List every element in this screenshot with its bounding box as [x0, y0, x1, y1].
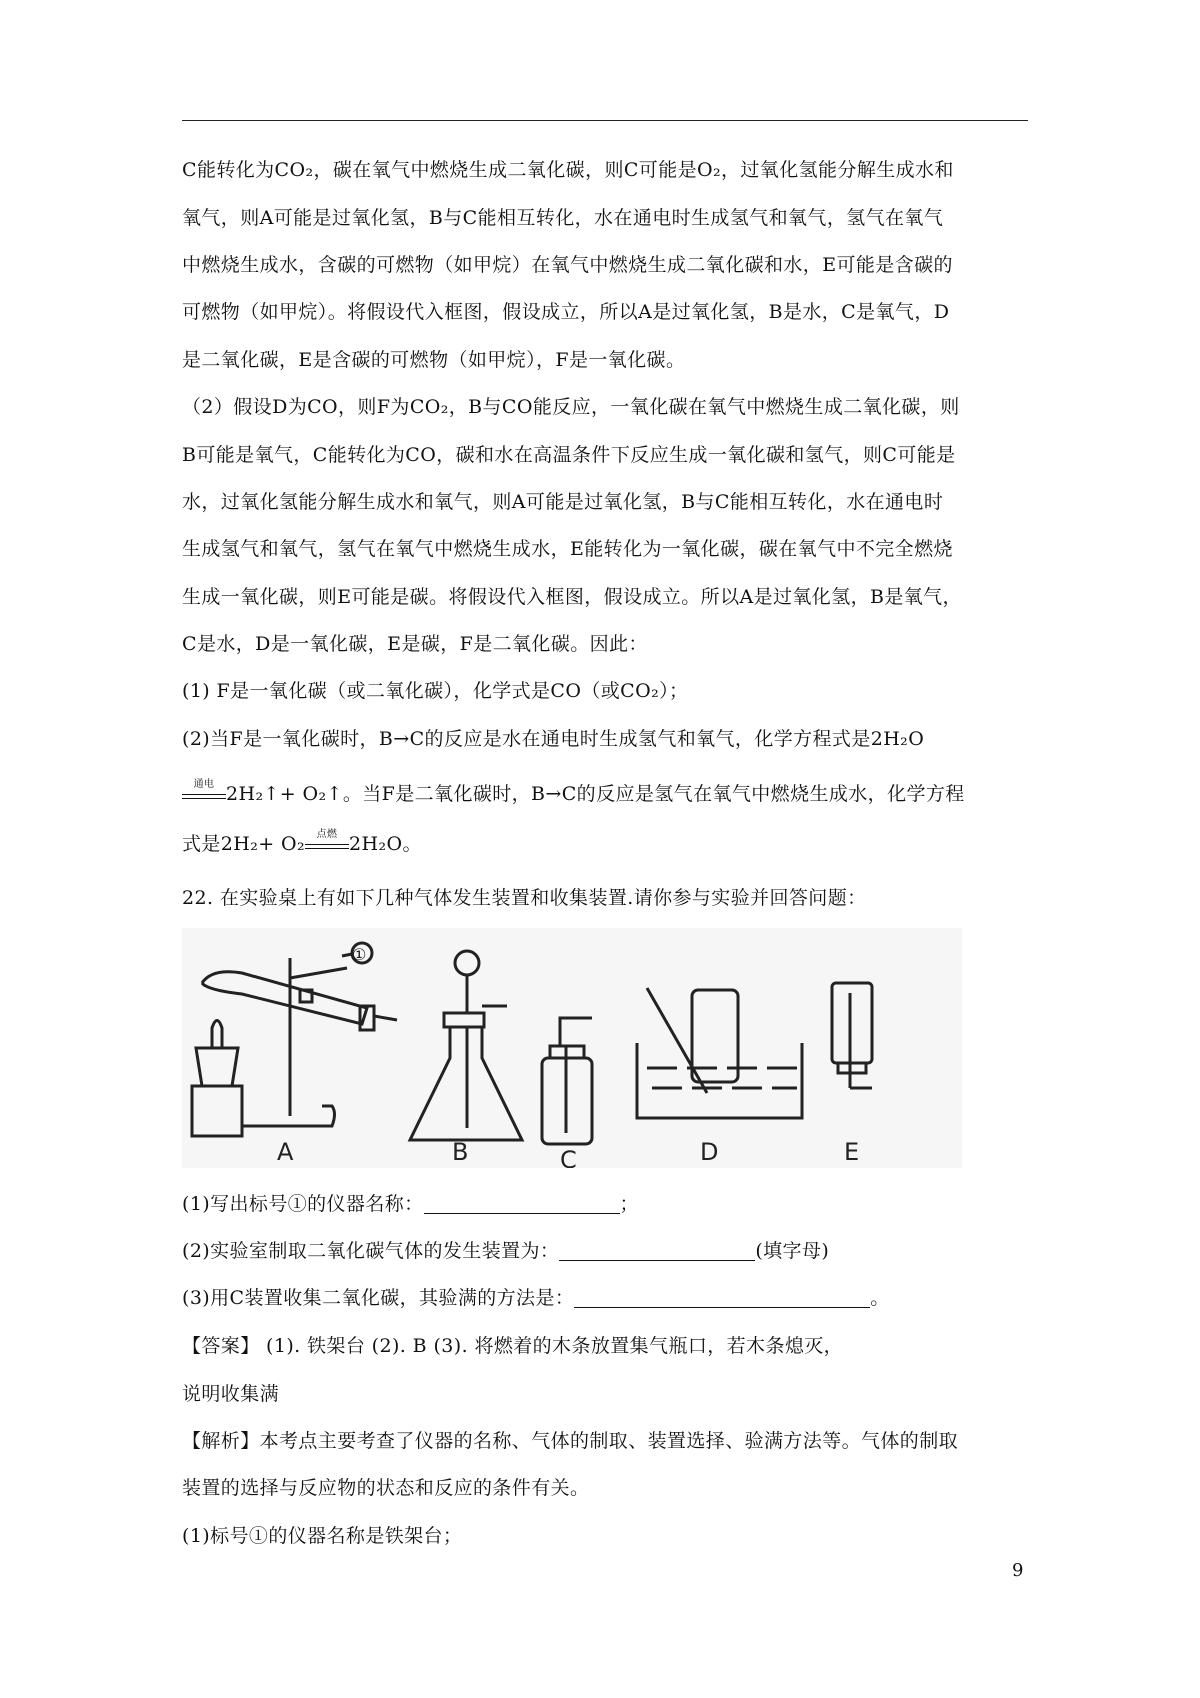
text-line: （2）假设D为CO，则F为CO₂，B与CO能反应，一氧化碳在氧气中燃烧生成二氧化碳，则 — [182, 396, 960, 418]
equation-line-2 — [182, 830, 422, 858]
answer-line: 【答案】 (1). 铁架台 (2). B (3). 将燃着的木条放置集气瓶口，若木条熄灭， — [182, 1335, 844, 1357]
analysis-line: 装置的选择与反应物的状态和反应的条件有关。 — [182, 1477, 590, 1499]
apparatus-figure — [182, 928, 962, 1168]
answer-line: 说明收集满 — [182, 1383, 280, 1405]
text-line: C能转化为CO₂，碳在氧气中燃烧生成二氧化碳，则C可能是O₂，过氧化氢能分解生成水和 — [182, 159, 954, 181]
equation-arrow — [182, 779, 226, 804]
figure-label-d: D — [700, 1138, 719, 1166]
text-line: 水，过氧化氢能分解生成水和氧气，则A可能是过氧化氢，B与C能相互转化，水在通电时 — [182, 491, 944, 513]
text-line: (2)当F是一氧化碳时，B→C的反应是水在通电时生成氢气和氧气，化学方程式是2H₂O — [182, 728, 925, 750]
equation-line-1 — [182, 780, 965, 808]
analysis-line: (1)标号①的仪器名称是铁架台； — [182, 1525, 463, 1547]
condition-label: 通电 — [193, 779, 215, 790]
apparatus-c — [542, 1018, 592, 1144]
header-rule — [182, 120, 1028, 121]
question-22: 22. 在实验桌上有如下几种气体发生装置和收集装置.请你参与实验并回答问题： — [182, 887, 867, 909]
sub-question-text: ； — [619, 1193, 639, 1215]
sub-question-text: (2)实验室制取二氧化碳气体的发生装置为： — [182, 1240, 560, 1262]
answer-blank[interactable] — [424, 1193, 620, 1214]
text-line: 中燃烧生成水，含碳的可燃物（如甲烷）在氧气中燃烧生成二氧化碳和水，E可能是含碳的 — [182, 254, 953, 276]
answer-blank[interactable] — [559, 1240, 755, 1261]
answer-blank[interactable] — [574, 1287, 870, 1308]
text-line: C是水，D是一氧化碳，E是碳，F是二氧化碳。因此： — [182, 633, 648, 655]
figure-label-b: B — [452, 1138, 469, 1166]
sub-question-3 — [182, 1284, 890, 1312]
sub-question-1 — [182, 1190, 639, 1218]
text-line: (1) F是一氧化碳（或二氧化碳），化学式是CO（或CO₂）； — [182, 680, 689, 702]
figure-marker: ① — [352, 945, 367, 964]
figure-label-a: A — [277, 1138, 294, 1166]
equation-text: 式是2H₂+ O₂ — [182, 833, 306, 855]
analysis-line: 【解析】本考点主要考查了仪器的名称、气体的制取、装置选择、验满方法等。气体的制取 — [182, 1430, 959, 1452]
figure-label-e: E — [844, 1138, 860, 1166]
text-line: 氧气，则A可能是过氧化氢，B与C能相互转化，水在通电时生成氢气和氧气，氢气在氧气 — [182, 207, 944, 229]
text-line: 可燃物（如甲烷）。将假设代入框图，假设成立，所以A是过氧化氢，B是水，C是氧气，D — [182, 301, 950, 323]
sub-question-text: (3)用C装置收集二氧化碳，其验满的方法是： — [182, 1287, 575, 1309]
sub-question-text: 。 — [870, 1287, 890, 1309]
text-line: 是二氧化碳，E是含碳的可燃物（如甲烷），F是一氧化碳。 — [182, 349, 686, 371]
text-line: 生成一氧化碳，则E可能是碳。将假设代入框图，假设成立。所以A是过氧化氢，B是氧气， — [182, 586, 962, 608]
sub-question-text: (填字母) — [755, 1240, 830, 1262]
text-line: B可能是氧气，C能转化为CO，碳和水在高温条件下反应生成一氧化碳和氢气，则C可能是 — [182, 444, 956, 466]
apparatus-a — [192, 943, 397, 1136]
sub-question-2 — [182, 1237, 829, 1265]
page-number: 9 — [1012, 1560, 1024, 1581]
text-line: 生成氢气和氧气，氢气在氧气中燃烧生成水，E能转化为一氧化碳，碳在氧气中不完全燃烧 — [182, 538, 953, 560]
sub-question-text: (1)写出标号①的仪器名称： — [182, 1193, 424, 1215]
apparatus-e — [832, 983, 872, 1088]
figure-label-c: C — [560, 1146, 577, 1168]
condition-label: 点燃 — [316, 829, 338, 840]
apparatus-d — [637, 988, 802, 1118]
equation-text: 2H₂↑+ O₂↑。当F是二氧化碳时，B→C的反应是氢气在氧气中燃烧生成水，化学方程 — [226, 783, 965, 805]
equation-text: 2H₂O。 — [349, 833, 422, 855]
apparatus-b — [410, 951, 522, 1140]
apparatus-drawing — [182, 928, 962, 1168]
equation-arrow — [305, 829, 349, 854]
